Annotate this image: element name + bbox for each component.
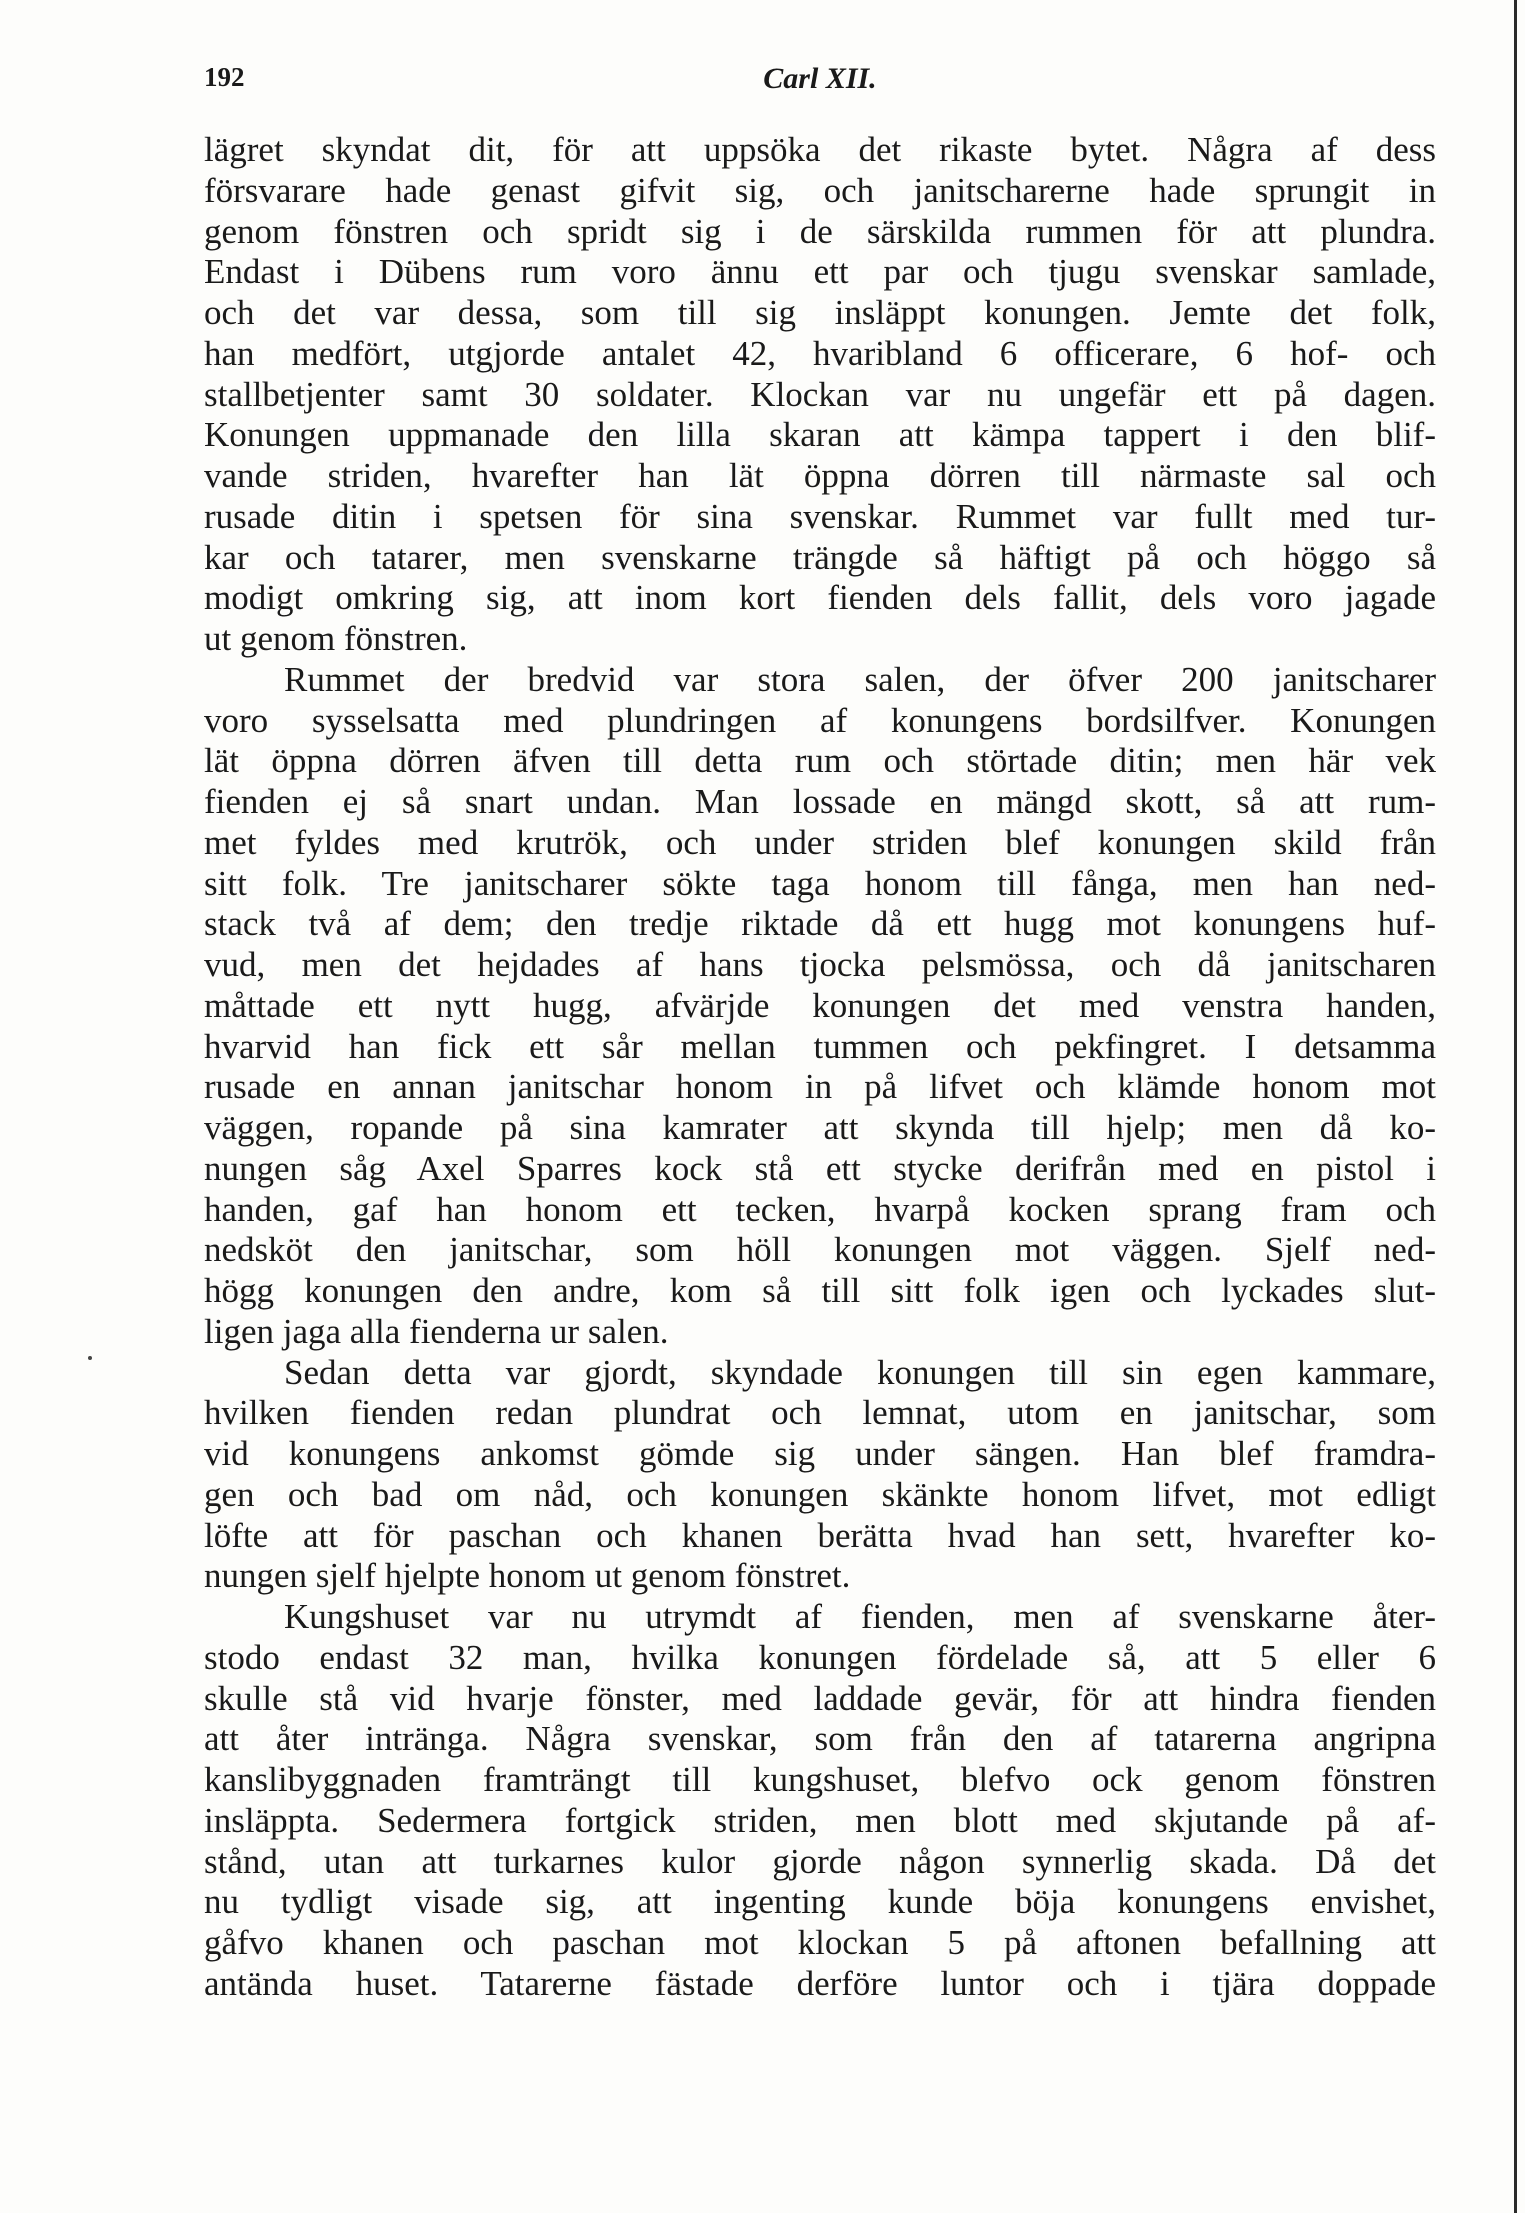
text-line: rusade en annan janitschar honom in på lifvet och klämde honom mot bbox=[204, 1067, 1436, 1107]
running-title: Carl XII. bbox=[763, 62, 877, 95]
text-line: ut genom fönstren. bbox=[204, 619, 468, 658]
page-number: 192 bbox=[204, 62, 245, 92]
text-line: Kungshuset var nu utrymdt af fienden, men af svenskarne åter- bbox=[284, 1597, 1436, 1636]
text-line: högg konungen den andre, kom så till sitt folk igen och lyckades slut- bbox=[204, 1271, 1436, 1310]
page-edge-divider bbox=[1514, 0, 1517, 2213]
text-line: nungen såg Axel Sparres kock stå ett stycke derifrån med en pistol i bbox=[204, 1148, 1436, 1188]
text-line: stack två af dem; den tredje riktade då ett hugg mot konungens huf- bbox=[204, 904, 1436, 944]
text-line: sitt folk. Tre janitscharer sökte taga honom till fånga, men han ned- bbox=[204, 863, 1436, 903]
text-line: kanslibyggnaden framträngt till kungshuset, blefvo ock genom fönstren bbox=[204, 1760, 1436, 1799]
text-line: stallbetjenter samt 30 soldater. Klockan var nu ungefär ett på dagen. bbox=[204, 374, 1436, 414]
text-line: hvarvid han fick ett sår mellan tummen och pekfingret. I detsamma bbox=[204, 1026, 1436, 1066]
text-line: vande striden, hvarefter han lät öppna dörren till närmaste sal och bbox=[204, 456, 1436, 495]
text-line: att åter inträngа. Några svenskar, som från den af tatarerna angripna bbox=[204, 1719, 1436, 1759]
text-line: hvilken fienden redan plundrat och lemnat, utom en janitschar, som bbox=[204, 1393, 1436, 1433]
running-header bbox=[204, 62, 1436, 102]
text-line: nedsköt den janitschar, som höll konungen mot väggen. Sjelf ned- bbox=[204, 1230, 1436, 1270]
text-line: met fyldes med krutrök, och under striden blef konungen skild från bbox=[204, 822, 1436, 862]
text-line: Konungen uppmanade den lilla skaran att kämpa tappert i den blif- bbox=[204, 415, 1436, 455]
text-line: försvarare hade genast gifvit sig, och janitscharerne hade sprungit in bbox=[204, 170, 1436, 210]
text-line: ligen jaga alla fienderna ur salen. bbox=[204, 1311, 669, 1351]
text-line: fienden ej så snart undan. Man lossade en mängd skott, så att rum- bbox=[204, 782, 1436, 821]
text-line: och det var dessa, som till sig insläppt konungen. Jemte det folk, bbox=[204, 293, 1436, 332]
text-line: han medfört, utgjorde antalet 42, hvaribland 6 officerare, 6 hof- och bbox=[204, 333, 1436, 373]
text-line: nungen sjelf hjelpte honom ut genom fönstret. bbox=[204, 1556, 851, 1596]
paragraph bbox=[204, 130, 1436, 660]
text-line: genom fönstren och spridt sig i de särskilda rummen för att plundra. bbox=[204, 211, 1436, 251]
text-line: stånd, utan att turkarnes kulor gjorde någon synnerlig skada. Då det bbox=[204, 1841, 1436, 1881]
margin-dot bbox=[88, 1356, 92, 1360]
text-line: modigt omkring sig, att inom kort fienden dels fallit, dels voro jagade bbox=[204, 578, 1436, 618]
text-line: vid konungens ankomst gömde sig under sängen. Han blef framdra- bbox=[204, 1434, 1436, 1473]
text-line: skulle stå vid hvarje fönster, med laddade gevär, för att hindra fienden bbox=[204, 1678, 1436, 1718]
text-line: handen, gaf han honom ett tecken, hvarpå kocken sprang fram och bbox=[204, 1189, 1436, 1229]
text-line: Endast i Dübens rum voro ännu ett par och tjugu svenskar samlade, bbox=[204, 252, 1436, 292]
text-line: rusade ditin i spetsen för sina svenskar. Rummet var fullt med tur- bbox=[204, 496, 1436, 536]
text-line: voro sysselsatta med plundringen af konungens bordsilfver. Konungen bbox=[204, 700, 1436, 740]
text-line: Rummet der bredvid var stora salen, der öfver 200 janitscharer bbox=[284, 659, 1436, 699]
text-line: måttade ett nytt hugg, afvärjde konungen det med venstra handen, bbox=[204, 985, 1436, 1025]
paragraph bbox=[204, 1597, 1436, 2005]
paragraph bbox=[204, 660, 1436, 1353]
text-line: gen och bad om nåd, och konungen skänkte honom lifvet, mot edligt bbox=[204, 1474, 1436, 1514]
text-line: nu tydligt visade sig, att ingenting kunde böja konungens envishet, bbox=[204, 1882, 1436, 1922]
text-line: lät öppna dörren äfven till detta rum och störtade ditin; men här vek bbox=[204, 741, 1436, 781]
text-line: lägret skyndat dit, för att uppsöka det rikaste bytet. Några af dess bbox=[204, 130, 1436, 169]
text-line: löfte att för paschan och khanen berätta hvad han sett, hvarefter ko- bbox=[204, 1515, 1436, 1555]
body-text bbox=[204, 130, 1436, 2005]
text-line: insläppta. Sedermera fortgick striden, men blott med skjutande på af- bbox=[204, 1800, 1436, 1840]
text-line: väggen, ropande på sina kamrater att skynda till hjelp; men då ko- bbox=[204, 1108, 1436, 1147]
text-line: vud, men det hejdades af hans tjocka pelsmössa, och då janitscharen bbox=[204, 945, 1436, 984]
text-line: gåfvo khanen och paschan mot klockan 5 på aftonen befallning att bbox=[204, 1923, 1436, 1962]
text-line: antända huset. Tatarerne fästade derföre luntor och i tjära doppade bbox=[204, 1963, 1436, 2003]
paragraph bbox=[204, 1353, 1436, 1598]
text-line: Sedan detta var gjordt, skyndade konungen till sin egen kammare, bbox=[284, 1352, 1436, 1392]
text-line: kar och tatarer, men svenskarne trängde så häftigt på och höggo så bbox=[204, 537, 1436, 577]
text-line: stodo endast 32 man, hvilka konungen fördelade så, att 5 eller 6 bbox=[204, 1637, 1436, 1677]
